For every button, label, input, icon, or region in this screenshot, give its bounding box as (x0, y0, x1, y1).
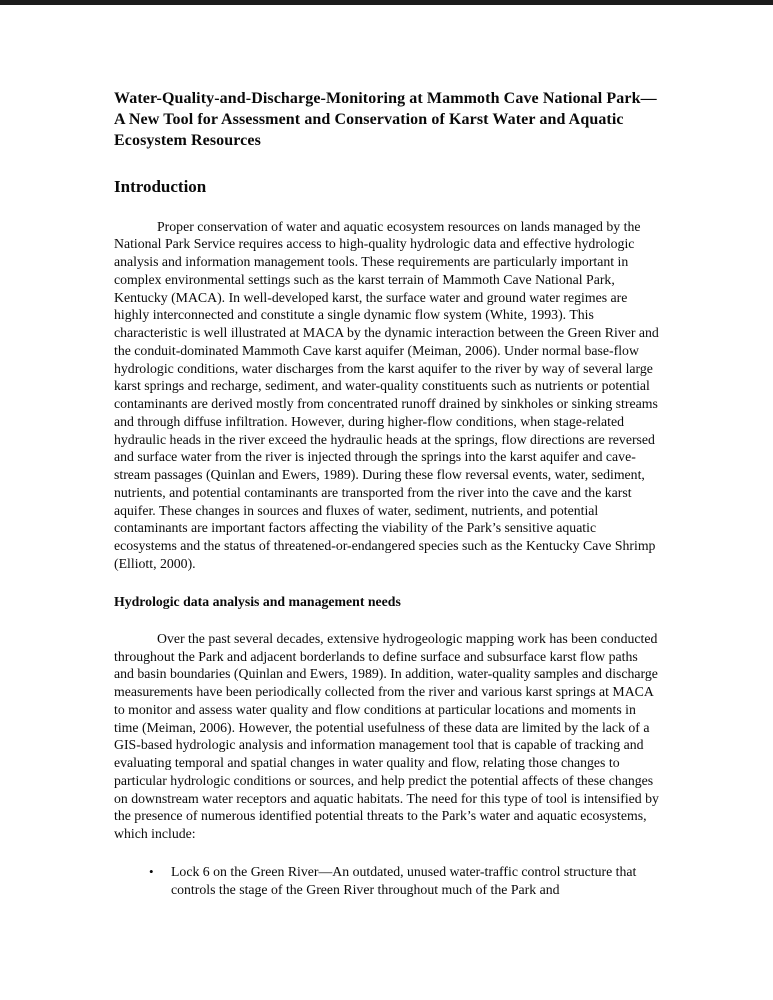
introduction-paragraph: Proper conservation of water and aquatic ecosystem resources on lands managed by the National Park Service requires access to high-quality hydrologic data and effective hydrologic analysis and information management tools. These requirements are particularly important in complex environmental settings such as the karst terrain of Mammoth Cave National Park, Kentucky (MACA). In well-developed karst, the surface water and ground water regimes are highly interconnected and constitute a single dynamic flow system (White, 1993). This characteristic is well illustrated at MACA by the dynamic interaction between the Green River and the conduit-dominated Mammoth Cave karst aquifer (Meiman, 2006). Under normal base-flow hydrologic conditions, water discharges from the karst aquifer to the river by way of several large karst springs and recharge, sediment, and water-quality constituents such as nutrients or potential contaminants are derived mostly from concentrated runoff drained by sinkholes or sinking streams and through diffuse infiltration. However, during higher-flow conditions, when stage-related hydraulic heads in the river exceed the hydraulic heads at the springs, flow directions are reversed and surface water from the river is injected through the springs into the karst aquifer and cave-stream passages (Quinlan and Ewers, 1989). During these flow reversal events, water, sediment, nutrients, and potential contaminants are transported from the river into the cave and the karst aquifer. These changes in sources and fluxes of water, sediment, nutrients, and potential contaminants are important factors affecting the viability of the Park’s sensitive aquatic ecosystems and the status of threatened-or-endangered species such as the Kentucky Cave Shrimp (Elliott, 2000). (114, 218, 659, 571)
document-title: Water-Quality-and-Discharge-Monitoring at Mammoth Cave National Park—A New Tool for Assessment and Conservation of Karst Water and Aquatic Ecosystem Resources (114, 90, 657, 150)
bullet-icon: • (149, 863, 154, 879)
threats-bullet-list (114, 863, 659, 899)
list-item-text: Lock 6 on the Green River—An outdated, unused water-traffic control structure that controls the stage of the Green River throughout much of the Park and (171, 863, 637, 897)
subsection-heading-hydrologic-needs: Hydrologic data analysis and management needs (114, 593, 401, 609)
list-item (149, 863, 659, 899)
section-heading-introduction: Introduction (114, 177, 207, 197)
scan-top-edge (0, 0, 773, 5)
hydrologic-needs-paragraph: Over the past several decades, extensive hydrogeologic mapping work has been conducted throughout the Park and adjacent borderlands to define surface and subsurface karst flow paths and basin boundaries (Quinlan and Ewers, 1989). In addition, water-quality samples and discharge measurements have been periodically collected from the river and various karst springs at MACA to monitor and assess water quality and flow conditions at particular locations and moments in time (Meiman, 2006). However, the potential usefulness of these data are limited by the lack of a GIS-based hydrologic analysis and information management tool that is capable of tracking and evaluating temporal and spatial changes in water quality and flow, relating those changes to particular hydrologic conditions or sources, and help predict the potential affects of these changes on downstream water receptors and aquatic habitats. The need for this type of tool is intensified by the presence of numerous identified potential threats to the Park’s water and aquatic ecosystems, which include: (114, 630, 659, 842)
